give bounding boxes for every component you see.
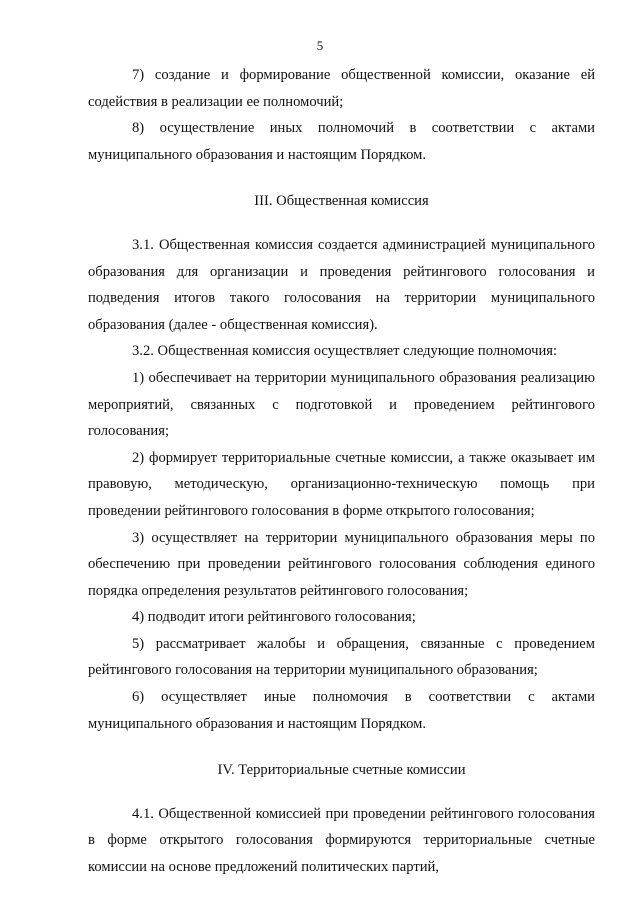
page-number: 5 — [316, 38, 324, 53]
paragraph-3-2-item-4: 4) подводит итоги рейтингового голосования; — [132, 609, 416, 626]
paragraph-item-8: 8) осуществление иных полномочий в соответствии с актами муниципального образования и настоящим Порядком. — [88, 120, 595, 163]
paragraph-item-7: 7) создание и формирование общественной комиссии, оказание ей содействия в реализации ее полномочий; — [88, 67, 595, 110]
paragraph-3-2-item-3: 3) осуществляет на территории муниципального образования меры по обеспечению при проведении рейтингового голосования соблюдения единого порядка определения результатов рейтингового голосования; — [88, 529, 595, 599]
paragraph-3-2-item-6: 6) осуществляет иные полномочия в соответствии с актами муниципального образования и настоящим Порядком. — [88, 689, 595, 732]
paragraph-3-2: 3.2. Общественная комиссия осуществляет следующие полномочия: — [132, 343, 558, 360]
paragraph-3-2-item-2: 2) формирует территориальные счетные комиссии, а также оказывает им правовую, методическую, организационно-техническую помощь при проведении рейтингового голосования в форме открытого голосования; — [88, 449, 595, 519]
section-3-heading: III. Общественная комиссия — [254, 193, 429, 210]
paragraph-3-2-item-5: 5) рассматривает жалобы и обращения, связанные с проведением рейтингового голосования на территории муниципального образования; — [88, 635, 595, 679]
document-body — [88, 62, 595, 881]
paragraph-3-2-item-1: 1) обеспечивает на территории муниципального образования реализацию мероприятий, связанных с подготовкой и проведением рейтингового голосования; — [88, 369, 595, 440]
paragraph-4-1: 4.1. Общественной комиссией при проведении рейтингового голосования в форме открытого голосования формируются территориальные счетные комиссии на основе предложений политических партий, — [88, 805, 595, 876]
paragraph-3-1: 3.1. Общественная комиссия создается администрацией муниципального образования для организации и проведения рейтингового голосования и подведения итогов такого голосования на территории муниципального образования (далее - общественная комиссия). — [88, 236, 595, 333]
section-4-heading: IV. Территориальные счетные комиссии — [217, 762, 466, 779]
